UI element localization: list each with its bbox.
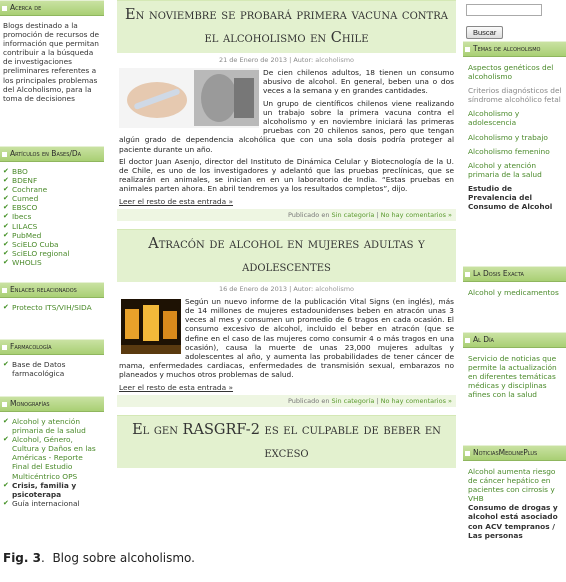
- checkmark-icon: ✔: [3, 435, 9, 444]
- read-more-link[interactable]: Leer el resto de esta entrada »: [119, 382, 234, 392]
- mono-link[interactable]: ✔ Guía internacional: [3, 498, 80, 508]
- widget-title-dosis: La Dosis Exacta: [463, 266, 566, 282]
- post-footer: Publicado en Sin categoría | No hay comentarios »: [117, 395, 456, 407]
- comments-link[interactable]: No hay comentarios »: [380, 396, 452, 405]
- category-link[interactable]: Sin categoría: [331, 210, 375, 219]
- links-wrap: [0, 298, 104, 339]
- checkmark-icon: ✔: [3, 480, 9, 489]
- post: [117, 229, 456, 407]
- checkmark-icon: ✔: [3, 185, 9, 194]
- square-icon: [2, 6, 7, 11]
- post: [117, 415, 456, 468]
- widget-title-links: Enlaces relacionados: [0, 282, 104, 298]
- checkmark-icon: ✔: [3, 176, 9, 185]
- post: [117, 0, 456, 221]
- topic-link[interactable]: Alcoholismo y adolescencia: [468, 109, 520, 128]
- right-sidebar: [463, 0, 566, 540]
- search-button[interactable]: Buscar: [466, 26, 503, 39]
- article-link[interactable]: ✔ WHOLIS: [3, 257, 42, 267]
- square-icon: [465, 47, 470, 52]
- topic-link[interactable]: Alcoholismo femenino: [468, 146, 550, 156]
- checkmark-icon: ✔: [3, 360, 9, 368]
- checkmark-icon: ✔: [3, 498, 9, 507]
- pharma-link[interactable]: ✔ Base de Datos farmacológica: [3, 360, 66, 379]
- checkmark-icon: ✔: [3, 248, 9, 257]
- topics-wrap: [463, 57, 566, 266]
- widget-title-monografias: Monografías: [0, 396, 104, 412]
- checkmark-icon: ✔: [3, 239, 9, 248]
- figure-caption: Fig. 3. Blog sobre alcoholismo.: [0, 540, 566, 582]
- news-link[interactable]: Alcohol aumenta riesgo de cáncer hepático en pacientes con cirrosis y VHB: [468, 467, 556, 504]
- widget-title-articles: Artículos en Bases/Da: [0, 146, 104, 162]
- news-wrap: [463, 461, 566, 540]
- read-more-link[interactable]: Leer el resto de esta entrada »: [119, 196, 234, 206]
- widget-title-topics: Temas de alcoholismo: [463, 41, 566, 57]
- article-link[interactable]: ✔ PubMed: [3, 230, 42, 240]
- widget-title-news: NoticiasMedlinePlus: [463, 445, 566, 461]
- article-link[interactable]: ✔ BDENF: [3, 176, 38, 186]
- mono-link[interactable]: ✔ Alcohol, Género, Cultura y Daños en las Américas - Reporte Final del Estudio Multicéntrico OPS: [3, 435, 96, 481]
- left-sidebar: [0, 0, 104, 540]
- post-meta: 21 de Enero de 2013 | Autor: alcoholismo: [218, 56, 355, 64]
- square-icon: [465, 272, 470, 277]
- category-link[interactable]: Sin categoría: [331, 396, 375, 405]
- mono-wrap: [0, 412, 104, 514]
- dosis-link[interactable]: Alcohol y medicamentos: [468, 288, 559, 297]
- article-link[interactable]: ✔ LILACS: [3, 221, 38, 231]
- topic-link[interactable]: Alcohol y atención primaria de la salud: [468, 160, 542, 179]
- about-text: Blogs destinado a la promoción de recursos de información que permitan contribuir a la búsqueda de investigaciones preliminares referentes a los principales problemas del Alcoholismo, para la toma de decisiones: [3, 21, 100, 103]
- search-box: [463, 0, 566, 41]
- article-link[interactable]: ✔ SciELO regional: [3, 248, 70, 258]
- square-icon: [2, 288, 7, 293]
- articles-list: [3, 167, 101, 267]
- square-icon: [2, 152, 7, 157]
- glasses-illustration-icon: [121, 299, 181, 354]
- square-icon: [2, 402, 7, 407]
- checkmark-icon: ✔: [3, 303, 9, 311]
- topic-link[interactable]: Alcoholismo y trabajo: [468, 132, 548, 142]
- article-link[interactable]: ✔ EBSCO: [3, 203, 38, 213]
- links-list: [3, 303, 101, 312]
- mono-list: [3, 417, 101, 508]
- post-title[interactable]: En noviembre se probará primera vacuna contra el alcoholismo en Chile: [117, 0, 456, 53]
- topic-link[interactable]: Criterios diagnósticos del síndrome alcohólico fetal: [468, 86, 562, 105]
- checkmark-icon: ✔: [3, 417, 9, 425]
- aldia-wrap: [463, 348, 566, 445]
- article-link[interactable]: ✔ Ibecs: [3, 212, 32, 222]
- related-link[interactable]: ✔ Protecto ITS/VIH/SIDA: [3, 303, 92, 312]
- search-input[interactable]: [466, 4, 542, 16]
- checkmark-icon: ✔: [3, 257, 9, 266]
- widget-title-pharma: Farmacología: [0, 339, 104, 355]
- article-link[interactable]: ✔ Cumed: [3, 194, 39, 204]
- square-icon: [2, 345, 7, 350]
- checkmark-icon: ✔: [3, 167, 9, 175]
- post-image-drinks: [121, 299, 181, 354]
- checkmark-icon: ✔: [3, 221, 9, 230]
- vaccine-illustration-icon: [119, 68, 259, 128]
- post-footer: Publicado en Sin categoría | No hay comentarios »: [117, 209, 456, 221]
- widget-title-about: Acerca de: [0, 0, 104, 16]
- post-image-vaccine: [119, 68, 259, 128]
- mono-link[interactable]: ✔ Crisis, familia y psicoterapa: [3, 480, 77, 499]
- main-content: [117, 0, 456, 540]
- figure-text: Blog sobre alcoholismo.: [52, 551, 195, 565]
- news-link[interactable]: Consumo de drogas y alcohol está asociado con ACV tempranos / Las personas: [468, 503, 558, 540]
- pharma-wrap: [0, 355, 104, 396]
- dosis-wrap: [463, 282, 566, 332]
- widget-title-aldia: Al Día: [463, 332, 566, 348]
- checkmark-icon: ✔: [3, 230, 9, 239]
- post-title[interactable]: Atracón de alcohol en mujeres adultas y adolescentes: [117, 229, 456, 282]
- checkmark-icon: ✔: [3, 194, 9, 203]
- author-link[interactable]: alcoholismo: [315, 284, 355, 293]
- pharma-list: [3, 360, 101, 378]
- post-body: Según un nuevo informe de la publicación Vital Signs (en inglés), más de 14 millones de mujeres estadounidenses beben en atracón unas 3 veces al mes y consumen un promedio de 6 tragos en cada ocasión. El consumo excesivo de alcohol, incluido el beber en atracón (que se define en el caso de las mujeres como consumir 4 o más tragos en una ocasión), causa la muerte de unas 23,000 mujeres adultas y adolescentes al año, y aumenta las probabilidades de tener cáncer de mama, enfermedades cardiacas, enfermedades de transmisión sexual, embarazos no planeados y muchos otros problemas de salud. Leer el resto de esta entrada »: [119, 296, 454, 392]
- aldia-link[interactable]: Servicio de noticias que permite la actualización en diferentes temáticas médicas y disciplinas afines con la salud: [468, 354, 557, 400]
- author-link[interactable]: alcoholismo: [315, 56, 355, 64]
- article-link[interactable]: ✔ BBO: [3, 167, 28, 176]
- post-body: De cien chilenos adultos, 18 tienen un consumo abusivo de alcohol. En general, beben una o dos veces a la semana y en grandes cantidades. Un grupo de científicos chilenos viene realizando un trabajo sobre la primera vacuna contra el alcoholismo y en noviembre iniciará las primeras pruebas con 20 chilenos sanos, pero que tengan algún grado de dependencia alcohólica que con una sola dosis podría proteger al paciente durante un año. El doctor Juan Asenjo, director del Instituto de Dinámica Celular y Biotecnología de la U. de Chile, es uno de los investigadores y adelantó que las pruebas preclínicas, que se realizarán en animales, se inician en en un laboratorio de India. “Estas pruebas en animales parten ahora. En abril tendremos ya los resultados completos”, dijo. Leer el resto de esta entrada »: [119, 68, 454, 206]
- square-icon: [465, 338, 470, 343]
- topic-link[interactable]: Estudio de Prevalencia del Consumo de Alcohol: [468, 183, 553, 212]
- post-title[interactable]: El gen RASGRF-2 es el culpable de beber en exceso: [117, 415, 456, 468]
- article-link[interactable]: ✔ Cochrane: [3, 185, 48, 195]
- post-meta: 16 de Enero de 2013 | Autor: alcoholismo: [218, 284, 355, 293]
- mono-link[interactable]: ✔ Alcohol y atención primaria de la salud: [3, 417, 86, 436]
- topic-link[interactable]: Aspectos genéticos del alcoholismo: [468, 63, 554, 82]
- figure-label: Fig. 3: [3, 551, 41, 565]
- checkmark-icon: ✔: [3, 203, 9, 212]
- article-link[interactable]: ✔ SciELO Cuba: [3, 239, 59, 249]
- comments-link[interactable]: No hay comentarios »: [380, 210, 452, 219]
- square-icon: [465, 451, 470, 456]
- articles-list-wrap: [0, 162, 104, 282]
- checkmark-icon: ✔: [3, 212, 9, 221]
